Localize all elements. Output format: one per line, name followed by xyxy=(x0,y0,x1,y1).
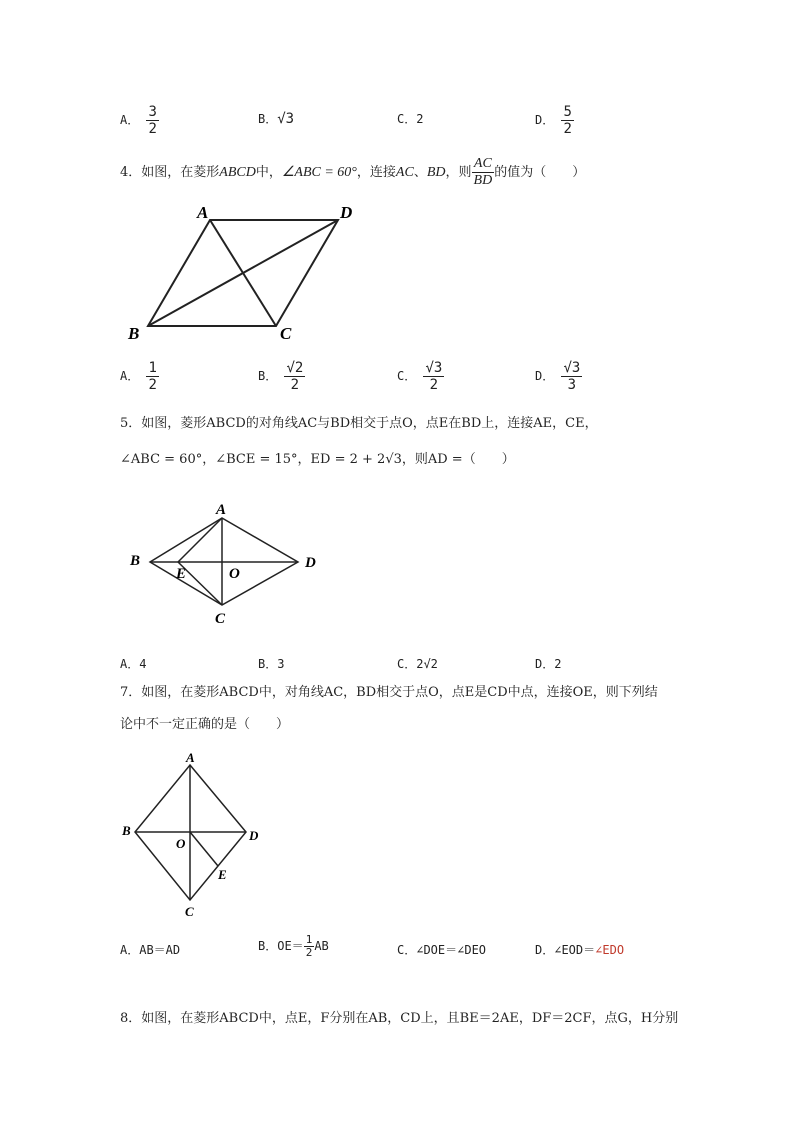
q5-stem-line2: ∠ABC = 60°，∠BCE = 15°，ED = 2 + 2√3，则AD =（ ） xyxy=(120,452,515,467)
q4-math: BD xyxy=(426,165,446,180)
fraction-numerator: 1 xyxy=(305,933,313,946)
q5-stem-line1: 5．如图，菱形ABCD的对角线AC与BD相交于点O，点E在BD上，连接AE，CE， xyxy=(120,416,598,431)
point-label-b: B xyxy=(128,324,140,343)
q4-math: ∠ABC = 60° xyxy=(281,165,357,180)
point-label-a: A xyxy=(197,203,209,222)
fraction-denominator: BD xyxy=(473,173,493,188)
point-label-a: A xyxy=(216,502,227,518)
point-label-b: B xyxy=(130,553,141,569)
q4-text: 中， xyxy=(255,165,282,180)
q7-option-d xyxy=(535,941,624,959)
q7-option-c xyxy=(397,941,486,959)
fraction-numerator: √2 xyxy=(286,360,304,376)
option-value: 4 xyxy=(139,657,147,671)
q4-text: ，则 xyxy=(445,165,472,180)
option-value-highlighted: ∠EDO xyxy=(595,943,625,957)
option-value: ∠DOE＝∠DEO xyxy=(416,943,487,957)
option-value: AB xyxy=(314,939,329,953)
fraction-denominator: 2 xyxy=(563,121,572,137)
q4-text: ，连接 xyxy=(356,165,396,180)
option-letter: D． xyxy=(535,369,555,383)
point-label-e: E xyxy=(218,867,227,882)
q4-text: 的值为（ ） xyxy=(494,165,586,180)
option-value: AB＝AD xyxy=(139,943,181,957)
fraction-denominator: 2 xyxy=(148,377,157,393)
q4-math: ABCD xyxy=(219,165,256,180)
option-letter: C． xyxy=(397,657,417,671)
fraction-numerator: √3 xyxy=(425,360,443,376)
option-letter: A． xyxy=(120,943,140,957)
point-label-c: C xyxy=(215,611,226,627)
option-letter: A． xyxy=(120,657,140,671)
fraction-denominator: 2 xyxy=(305,946,313,959)
option-letter: D． xyxy=(535,943,555,957)
point-label-c: C xyxy=(185,904,194,919)
point-label-a: A xyxy=(186,750,195,765)
point-label-d: D xyxy=(249,828,259,843)
option-letter: B． xyxy=(258,369,278,383)
fraction-numerator: 3 xyxy=(148,104,157,120)
option-value: 3 xyxy=(277,657,285,671)
option-letter: C． xyxy=(397,112,417,126)
option-value: 2 xyxy=(416,112,424,126)
q7-option-b xyxy=(258,934,329,959)
fraction-denominator: 3 xyxy=(567,377,577,393)
fraction-numerator: AC xyxy=(472,156,495,173)
option-letter: A． xyxy=(120,113,140,127)
option-letter: C． xyxy=(397,369,417,383)
fraction-denominator: 2 xyxy=(148,121,157,137)
fraction-numerator: √3 xyxy=(563,360,581,376)
point-label-e: E xyxy=(176,566,187,582)
option-value: OE＝ xyxy=(277,939,304,953)
option-letter: D． xyxy=(535,113,555,127)
point-label-b: B xyxy=(122,823,131,838)
fraction-numerator: 1 xyxy=(148,360,157,376)
option-value: √3 xyxy=(277,111,295,127)
q4-text: 4．如图，在菱形 xyxy=(120,165,220,180)
option-letter: B． xyxy=(258,657,278,671)
segment-oe xyxy=(190,832,218,866)
fraction xyxy=(304,934,315,959)
point-label-o: O xyxy=(229,566,240,582)
option-value: ∠EOD＝ xyxy=(554,943,596,957)
option-letter: B． xyxy=(258,112,278,126)
fraction-numerator: 5 xyxy=(563,104,572,120)
option-letter: D． xyxy=(535,657,555,671)
option-letter: B． xyxy=(258,939,278,953)
q4-text: 、 xyxy=(413,165,427,180)
option-value: 2√2 xyxy=(416,657,438,671)
q7-stem-line1: 7．如图，在菱形ABCD中，对角线AC，BD相交于点O，点E是CD中点，连接OE，则下列结 xyxy=(120,685,658,700)
point-label-c: C xyxy=(280,324,292,343)
fraction-denominator: 2 xyxy=(290,377,300,393)
point-label-o: O xyxy=(176,836,186,851)
point-label-d: D xyxy=(305,555,316,571)
q7-option-a xyxy=(120,941,180,959)
option-letter: A． xyxy=(120,369,140,383)
q8-stem-line1: 8．如图，在菱形ABCD中，点E，F分别在AB，CD上，且BE＝2AE，DF＝2CF，点G，H分别 xyxy=(120,1011,679,1026)
point-label-d: D xyxy=(340,203,353,222)
option-value: 2 xyxy=(554,657,562,671)
q4-math: AC xyxy=(395,165,414,180)
option-letter: C． xyxy=(397,943,417,957)
fraction-denominator: 2 xyxy=(429,377,439,393)
q7-stem-line2: 论中不一定正确的是（ ） xyxy=(120,717,290,732)
